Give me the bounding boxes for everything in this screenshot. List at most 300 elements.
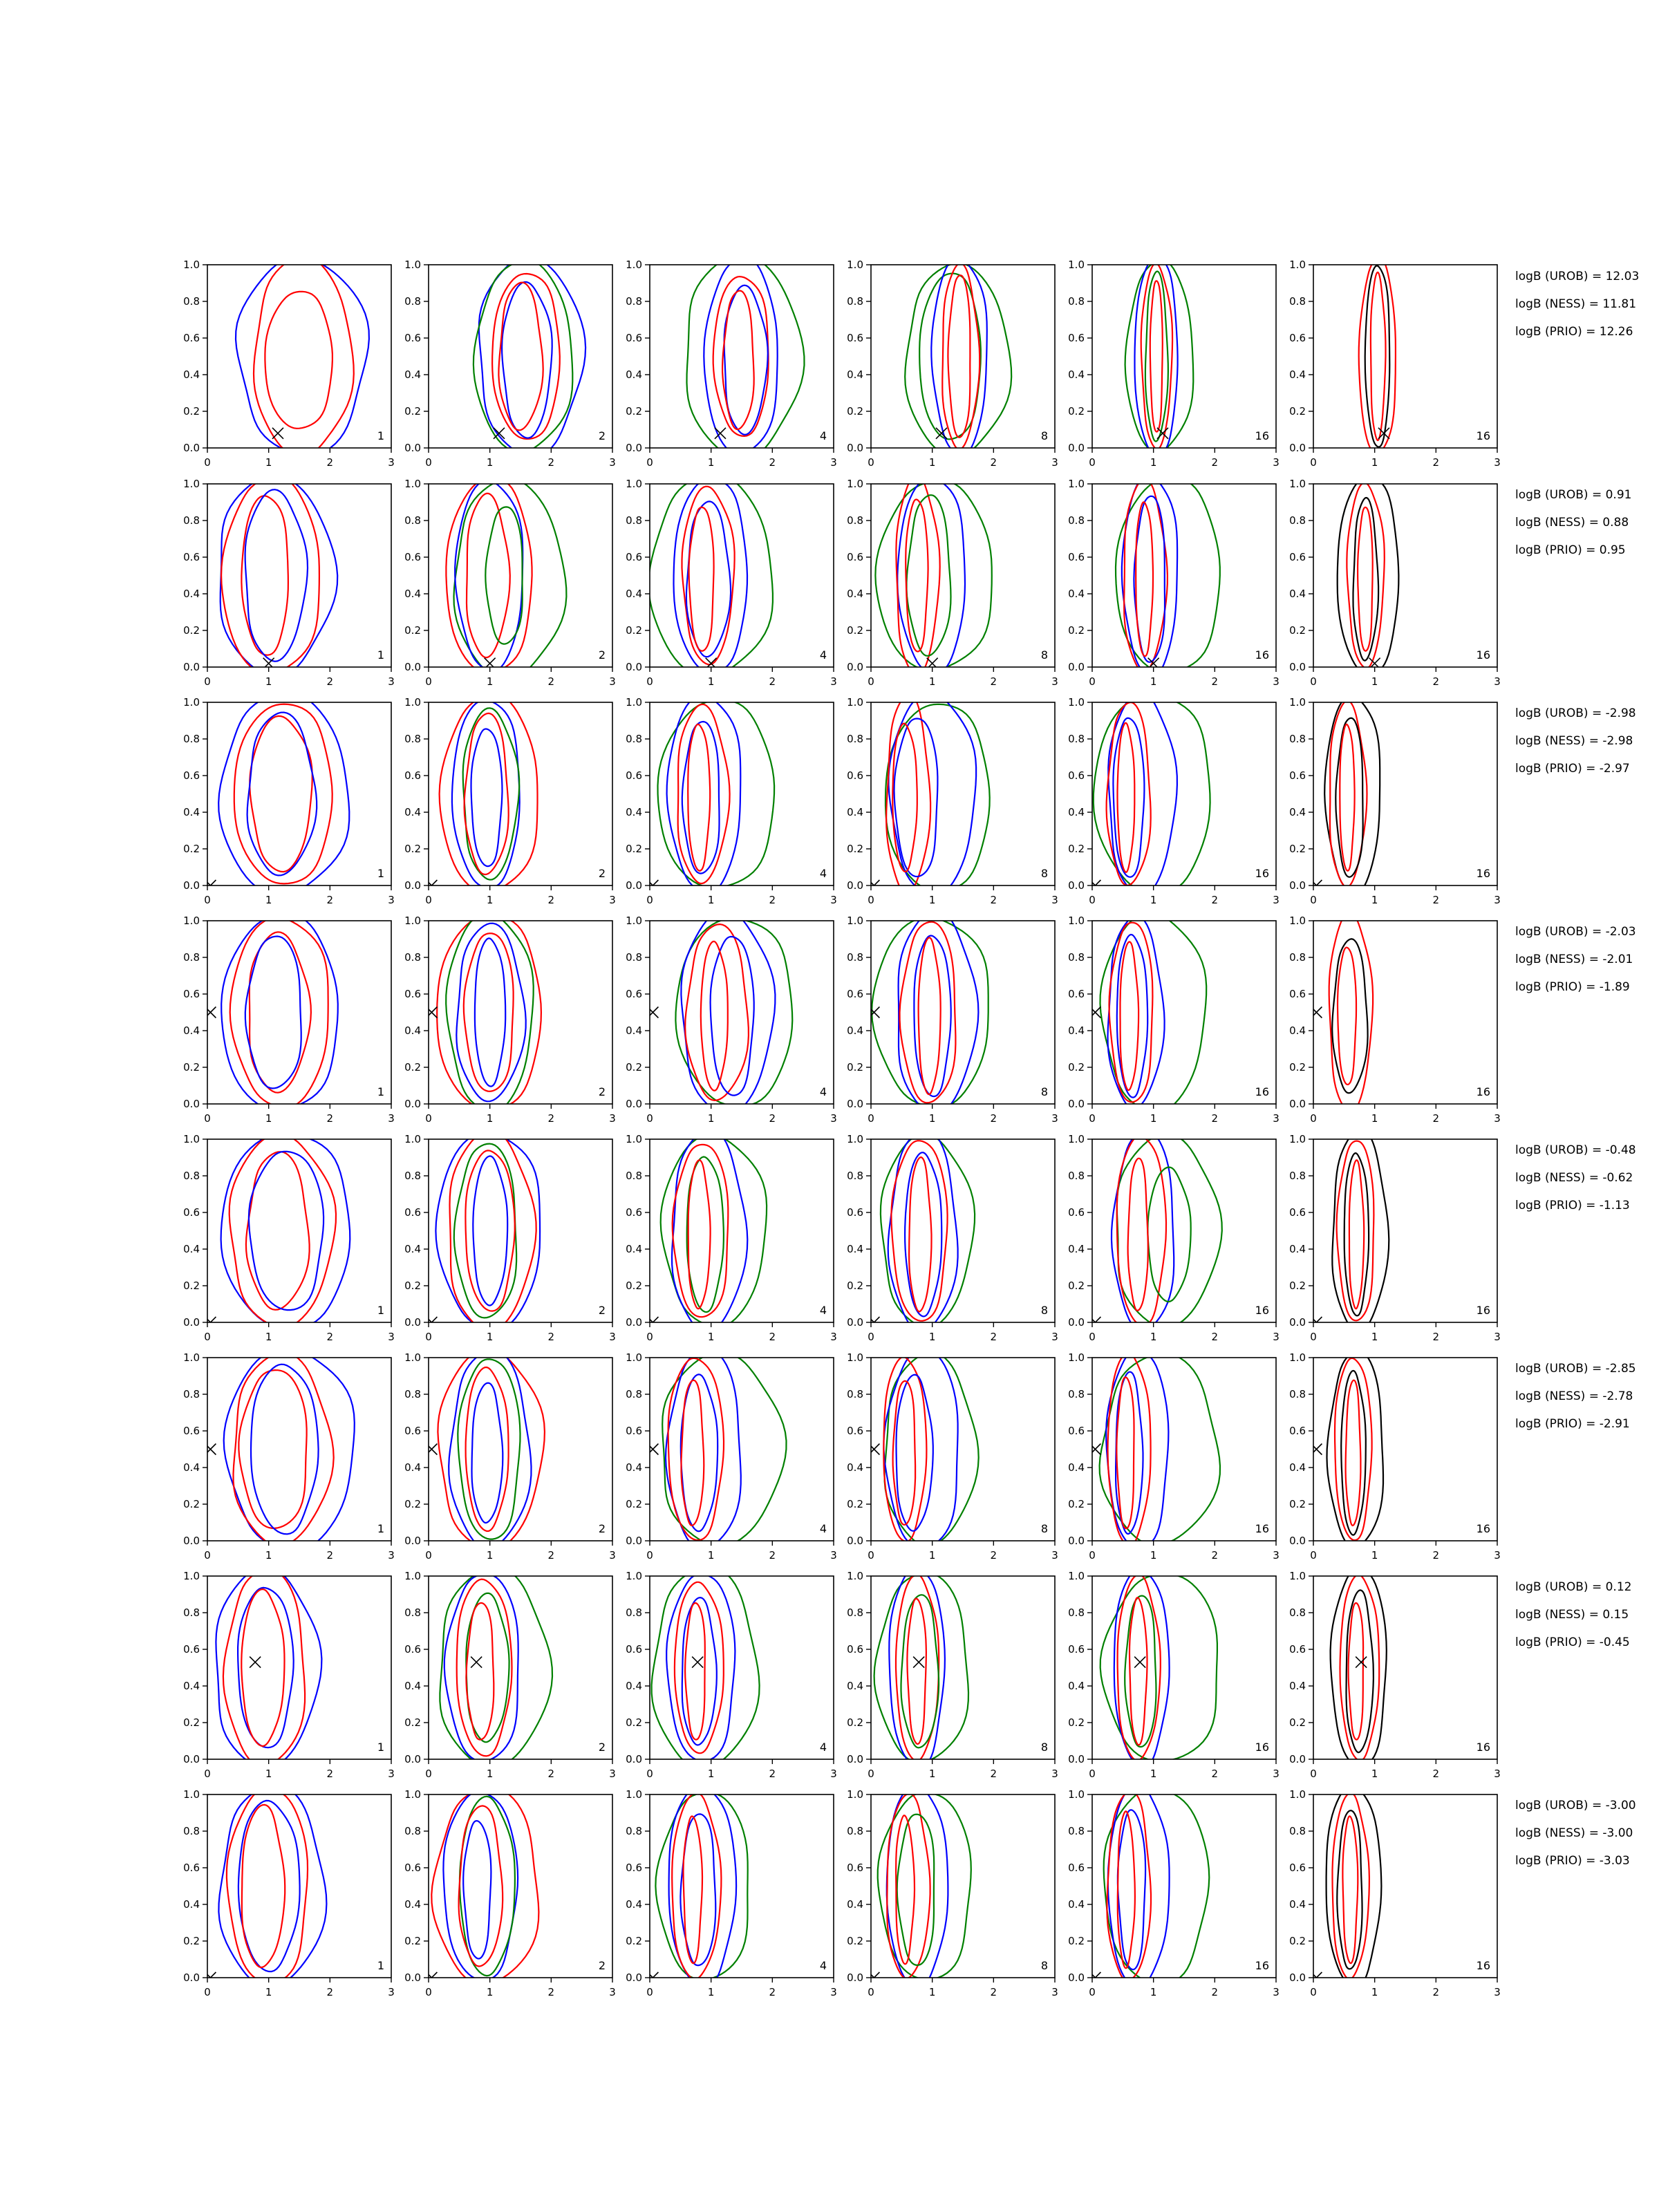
- y-tick-label: 0.4: [847, 1243, 863, 1255]
- x-tick-label: 1: [265, 1549, 272, 1562]
- y-tick-label: 0.0: [404, 1753, 421, 1765]
- y-tick-label: 0.4: [847, 1680, 863, 1692]
- y-tick-label: 0.2: [1068, 624, 1085, 637]
- panel-label: 16: [1476, 429, 1490, 442]
- x-tick-label: 1: [707, 1112, 715, 1125]
- x-tick-label: 2: [990, 894, 997, 906]
- y-tick-label: 0.2: [183, 1935, 200, 1947]
- y-tick-label: 0.8: [1068, 295, 1085, 308]
- y-tick-label: 0.8: [1289, 295, 1306, 308]
- y-tick-label: 0.6: [1289, 988, 1306, 1000]
- x-tick-label: 2: [1211, 1112, 1219, 1125]
- x-tick-label: 2: [990, 1331, 997, 1343]
- x-tick-label: 3: [1494, 1986, 1501, 1998]
- panel-label: 2: [598, 648, 606, 662]
- x-tick-label: 2: [990, 675, 997, 688]
- x-tick-label: 2: [990, 456, 997, 469]
- x-tick-label: 2: [769, 1112, 776, 1125]
- panel-label: 4: [819, 1959, 827, 1972]
- logb-annotation: logB (UROB) = 0.91: [1515, 488, 1632, 502]
- y-tick-label: 0.2: [847, 1716, 863, 1729]
- y-tick-label: 0.4: [1289, 1461, 1306, 1474]
- y-tick-label: 0.2: [626, 1716, 642, 1729]
- y-tick-label: 0.8: [626, 951, 642, 964]
- y-tick-label: 0.0: [1068, 879, 1085, 892]
- y-tick-label: 0.4: [404, 1461, 421, 1474]
- y-tick-label: 0.2: [404, 1935, 421, 1947]
- x-tick-label: 2: [990, 1768, 997, 1780]
- panel-label: 2: [598, 1959, 606, 1972]
- y-tick-label: 0.2: [626, 1280, 642, 1292]
- y-tick-label: 0.8: [404, 1170, 421, 1182]
- y-tick-label: 0.6: [404, 551, 421, 563]
- x-tick-label: 2: [769, 456, 776, 469]
- y-tick-label: 0.2: [847, 843, 863, 855]
- x-tick-label: 2: [547, 1549, 555, 1562]
- x-tick-label: 3: [1273, 1986, 1280, 1998]
- y-tick-label: 1.0: [626, 259, 642, 271]
- logb-annotation: logB (PRIO) = -1.13: [1515, 1199, 1630, 1212]
- y-tick-label: 0.0: [847, 442, 863, 454]
- y-tick-label: 1.0: [183, 915, 200, 927]
- x-tick-label: 2: [769, 675, 776, 688]
- logb-annotation: logB (NESS) = -0.62: [1515, 1171, 1633, 1185]
- x-tick-label: 2: [1211, 894, 1219, 906]
- y-tick-label: 0.6: [1289, 1643, 1306, 1656]
- x-tick-label: 3: [1051, 1331, 1058, 1343]
- y-tick-label: 0.8: [847, 1170, 863, 1182]
- y-tick-label: 0.4: [1289, 1680, 1306, 1692]
- y-tick-label: 0.0: [1068, 1316, 1085, 1329]
- y-tick-label: 0.6: [183, 1643, 200, 1656]
- y-tick-label: 0.2: [404, 405, 421, 418]
- x-tick-label: 2: [1432, 1331, 1440, 1343]
- x-tick-label: 2: [1432, 1549, 1440, 1562]
- y-tick-label: 0.6: [183, 332, 200, 344]
- y-tick-label: 0.2: [1289, 405, 1306, 418]
- y-tick-label: 0.6: [1289, 769, 1306, 782]
- y-tick-label: 0.6: [626, 1206, 642, 1219]
- y-tick-label: 0.6: [1289, 1425, 1306, 1437]
- x-tick-label: 2: [1432, 456, 1440, 469]
- y-tick-label: 1.0: [847, 259, 863, 271]
- y-tick-label: 0.0: [1289, 1535, 1306, 1547]
- y-tick-label: 0.4: [1289, 1243, 1306, 1255]
- x-tick-label: 2: [547, 1986, 555, 1998]
- y-tick-label: 0.4: [183, 1898, 200, 1911]
- y-tick-label: 0.0: [183, 1098, 200, 1110]
- x-tick-label: 1: [707, 1549, 715, 1562]
- logb-annotation: logB (PRIO) = -2.91: [1515, 1417, 1630, 1431]
- y-tick-label: 0.8: [626, 733, 642, 745]
- y-tick-label: 1.0: [1289, 1788, 1306, 1801]
- panel-label: 4: [819, 429, 827, 442]
- x-tick-label: 1: [707, 1768, 715, 1780]
- x-tick-label: 0: [1089, 1112, 1096, 1125]
- y-tick-label: 0.8: [847, 733, 863, 745]
- y-tick-label: 0.2: [404, 1280, 421, 1292]
- y-tick-label: 0.0: [183, 1971, 200, 1984]
- y-tick-label: 0.4: [1068, 368, 1085, 381]
- y-tick-label: 0.6: [404, 1862, 421, 1874]
- panel-label: 8: [1040, 1522, 1048, 1535]
- y-tick-label: 0.6: [1289, 1862, 1306, 1874]
- x-tick-label: 0: [868, 456, 874, 469]
- logb-annotation: logB (UROB) = -2.98: [1515, 706, 1636, 720]
- y-tick-label: 0.6: [847, 1862, 863, 1874]
- y-tick-label: 0.0: [183, 442, 200, 454]
- panel-label: 1: [377, 1085, 384, 1098]
- y-tick-label: 0.2: [626, 1061, 642, 1074]
- y-tick-label: 0.2: [847, 1061, 863, 1074]
- y-tick-label: 0.8: [847, 1825, 863, 1837]
- y-tick-label: 0.4: [626, 368, 642, 381]
- y-tick-label: 1.0: [847, 1133, 863, 1145]
- x-tick-label: 1: [1371, 1549, 1378, 1562]
- x-tick-label: 1: [707, 1986, 715, 1998]
- x-tick-label: 3: [1051, 1986, 1058, 1998]
- x-tick-label: 3: [830, 1112, 837, 1125]
- y-tick-label: 1.0: [404, 915, 421, 927]
- y-tick-label: 0.0: [847, 1971, 863, 1984]
- panel-label: 16: [1255, 1741, 1269, 1754]
- x-tick-label: 1: [265, 1331, 272, 1343]
- y-tick-label: 0.2: [183, 1061, 200, 1074]
- x-tick-label: 1: [707, 1331, 715, 1343]
- y-tick-label: 0.4: [183, 1024, 200, 1037]
- x-tick-label: 2: [547, 1768, 555, 1780]
- x-tick-label: 0: [1310, 894, 1317, 906]
- y-tick-label: 1.0: [183, 1351, 200, 1364]
- x-tick-label: 2: [769, 1331, 776, 1343]
- y-tick-label: 0.6: [1068, 1862, 1085, 1874]
- x-tick-label: 3: [1051, 1112, 1058, 1125]
- y-tick-label: 1.0: [847, 696, 863, 709]
- y-tick-label: 1.0: [1068, 696, 1085, 709]
- y-tick-label: 0.4: [404, 806, 421, 818]
- x-tick-label: 2: [326, 675, 334, 688]
- x-tick-label: 0: [1089, 1986, 1096, 1998]
- x-tick-label: 0: [868, 1112, 874, 1125]
- x-tick-label: 3: [830, 456, 837, 469]
- y-tick-label: 0.0: [183, 879, 200, 892]
- x-tick-label: 1: [707, 894, 715, 906]
- y-tick-label: 0.0: [626, 879, 642, 892]
- y-tick-label: 0.2: [183, 1716, 200, 1729]
- x-tick-label: 2: [769, 1549, 776, 1562]
- x-tick-label: 3: [1051, 1768, 1058, 1780]
- x-tick-label: 0: [204, 675, 211, 688]
- y-tick-label: 0.2: [1068, 1935, 1085, 1947]
- x-tick-label: 3: [1494, 1549, 1501, 1562]
- y-tick-label: 0.4: [183, 588, 200, 600]
- x-tick-label: 3: [1273, 1112, 1280, 1125]
- y-tick-label: 1.0: [626, 478, 642, 490]
- y-tick-label: 0.4: [847, 1461, 863, 1474]
- x-tick-label: 3: [1273, 1549, 1280, 1562]
- y-tick-label: 0.2: [1289, 624, 1306, 637]
- x-tick-label: 2: [990, 1549, 997, 1562]
- logb-annotation: logB (NESS) = -2.98: [1515, 734, 1633, 748]
- x-tick-label: 2: [769, 894, 776, 906]
- panel-label: 16: [1476, 1959, 1490, 1972]
- logb-annotation: logB (UROB) = -2.03: [1515, 925, 1636, 939]
- x-tick-label: 1: [928, 1331, 936, 1343]
- panel-label: 4: [819, 648, 827, 662]
- x-tick-label: 0: [1089, 1331, 1096, 1343]
- y-tick-label: 1.0: [626, 1133, 642, 1145]
- y-tick-label: 0.8: [1289, 1825, 1306, 1837]
- y-tick-label: 0.4: [1289, 1898, 1306, 1911]
- y-tick-label: 0.6: [847, 1206, 863, 1219]
- logb-annotation: logB (UROB) = -3.00: [1515, 1799, 1636, 1812]
- y-tick-label: 0.8: [183, 1825, 200, 1837]
- panel-label: 4: [819, 1522, 827, 1535]
- x-tick-label: 0: [204, 1549, 211, 1562]
- x-tick-label: 1: [1371, 894, 1378, 906]
- y-tick-label: 0.0: [404, 1971, 421, 1984]
- y-tick-label: 1.0: [183, 478, 200, 490]
- x-tick-label: 0: [425, 1112, 432, 1125]
- y-tick-label: 0.0: [847, 1753, 863, 1765]
- x-tick-label: 3: [1494, 1331, 1501, 1343]
- x-tick-label: 1: [265, 894, 272, 906]
- logb-annotation: logB (PRIO) = -1.89: [1515, 980, 1630, 994]
- x-tick-label: 0: [204, 1331, 211, 1343]
- y-tick-label: 0.2: [626, 843, 642, 855]
- y-tick-label: 1.0: [1068, 1788, 1085, 1801]
- y-tick-label: 0.0: [1289, 442, 1306, 454]
- x-tick-label: 0: [646, 894, 653, 906]
- x-tick-label: 2: [1211, 1331, 1219, 1343]
- y-tick-label: 1.0: [404, 478, 421, 490]
- y-tick-label: 0.0: [404, 1535, 421, 1547]
- x-tick-label: 0: [868, 894, 874, 906]
- y-tick-label: 0.2: [847, 624, 863, 637]
- x-tick-label: 3: [609, 1331, 616, 1343]
- x-tick-label: 1: [1371, 1112, 1378, 1125]
- y-tick-label: 0.0: [404, 1098, 421, 1110]
- y-tick-label: 1.0: [404, 259, 421, 271]
- x-tick-label: 0: [1310, 1986, 1317, 1998]
- y-tick-label: 0.0: [404, 661, 421, 673]
- x-tick-label: 1: [1150, 456, 1157, 469]
- x-tick-label: 2: [547, 1331, 555, 1343]
- y-tick-label: 0.4: [404, 1024, 421, 1037]
- y-tick-label: 0.6: [626, 551, 642, 563]
- y-tick-label: 0.8: [1289, 1388, 1306, 1400]
- x-tick-label: 1: [1371, 456, 1378, 469]
- x-tick-label: 3: [609, 1768, 616, 1780]
- y-tick-label: 0.4: [1068, 1461, 1085, 1474]
- panel-label: 1: [377, 867, 384, 880]
- y-tick-label: 0.6: [183, 988, 200, 1000]
- y-tick-label: 0.2: [183, 1498, 200, 1510]
- x-tick-label: 3: [388, 894, 395, 906]
- y-tick-label: 1.0: [1289, 1133, 1306, 1145]
- y-tick-label: 0.8: [847, 1606, 863, 1619]
- y-tick-label: 0.2: [183, 843, 200, 855]
- x-tick-label: 0: [1089, 456, 1096, 469]
- y-tick-label: 0.4: [183, 368, 200, 381]
- y-tick-label: 0.0: [847, 1535, 863, 1547]
- panel-label: 8: [1040, 1085, 1048, 1098]
- y-tick-label: 0.4: [183, 806, 200, 818]
- x-tick-label: 3: [830, 1549, 837, 1562]
- y-tick-label: 0.2: [1289, 1498, 1306, 1510]
- y-tick-label: 1.0: [1068, 915, 1085, 927]
- y-tick-label: 0.2: [1068, 1498, 1085, 1510]
- y-tick-label: 0.0: [1289, 879, 1306, 892]
- x-tick-label: 0: [1310, 1549, 1317, 1562]
- x-tick-label: 3: [609, 1549, 616, 1562]
- y-tick-label: 0.0: [626, 1971, 642, 1984]
- y-tick-label: 0.6: [847, 988, 863, 1000]
- x-tick-label: 2: [326, 1986, 334, 1998]
- y-tick-label: 0.6: [404, 332, 421, 344]
- y-tick-label: 0.0: [183, 1316, 200, 1329]
- x-tick-label: 2: [769, 1768, 776, 1780]
- y-tick-label: 0.2: [1068, 1716, 1085, 1729]
- y-tick-label: 0.0: [1289, 1316, 1306, 1329]
- y-tick-label: 1.0: [1068, 1351, 1085, 1364]
- x-tick-label: 0: [646, 1986, 653, 1998]
- y-tick-label: 1.0: [1289, 1351, 1306, 1364]
- x-tick-label: 1: [486, 1986, 494, 1998]
- panel-label: 8: [1040, 1741, 1048, 1754]
- x-tick-label: 3: [1494, 675, 1501, 688]
- x-tick-label: 1: [486, 456, 494, 469]
- y-tick-label: 0.4: [1289, 368, 1306, 381]
- y-tick-label: 0.6: [404, 1206, 421, 1219]
- y-tick-label: 0.2: [1289, 1935, 1306, 1947]
- y-tick-label: 0.6: [626, 769, 642, 782]
- y-tick-label: 0.4: [626, 1461, 642, 1474]
- x-tick-label: 1: [265, 456, 272, 469]
- x-tick-label: 0: [425, 1331, 432, 1343]
- panel-label: 1: [377, 648, 384, 662]
- y-tick-label: 0.2: [1289, 843, 1306, 855]
- y-tick-label: 0.0: [183, 1753, 200, 1765]
- y-tick-label: 0.4: [183, 1461, 200, 1474]
- y-tick-label: 0.4: [1289, 806, 1306, 818]
- y-tick-label: 0.8: [1068, 951, 1085, 964]
- y-tick-label: 0.0: [626, 1535, 642, 1547]
- x-tick-label: 0: [425, 894, 432, 906]
- y-tick-label: 0.8: [183, 1388, 200, 1400]
- panel-label: 8: [1040, 867, 1048, 880]
- x-tick-label: 0: [646, 1331, 653, 1343]
- panel-label: 16: [1476, 1304, 1490, 1317]
- x-tick-label: 0: [1089, 894, 1096, 906]
- y-tick-label: 0.8: [847, 295, 863, 308]
- y-tick-label: 0.2: [183, 405, 200, 418]
- x-tick-label: 0: [204, 1112, 211, 1125]
- x-tick-label: 1: [928, 1986, 936, 1998]
- x-tick-label: 3: [830, 1331, 837, 1343]
- y-tick-label: 1.0: [626, 1570, 642, 1582]
- logb-annotation: logB (NESS) = -3.00: [1515, 1826, 1633, 1840]
- panel-label: 16: [1255, 429, 1269, 442]
- panel-label: 16: [1476, 1085, 1490, 1098]
- y-tick-label: 0.2: [626, 405, 642, 418]
- y-tick-label: 0.0: [1289, 1098, 1306, 1110]
- x-tick-label: 2: [1211, 456, 1219, 469]
- y-tick-label: 0.4: [404, 1680, 421, 1692]
- panel-label: 1: [377, 1959, 384, 1972]
- x-tick-label: 1: [1150, 1768, 1157, 1780]
- y-tick-label: 0.0: [626, 661, 642, 673]
- y-tick-label: 1.0: [404, 1133, 421, 1145]
- x-tick-label: 3: [1051, 894, 1058, 906]
- y-tick-label: 0.6: [1068, 1643, 1085, 1656]
- x-tick-label: 0: [1089, 675, 1096, 688]
- y-tick-label: 0.8: [626, 1606, 642, 1619]
- x-tick-label: 3: [609, 1986, 616, 1998]
- y-tick-label: 0.0: [1289, 661, 1306, 673]
- y-tick-label: 0.6: [626, 1425, 642, 1437]
- y-tick-label: 1.0: [1289, 1570, 1306, 1582]
- panel-label: 1: [377, 1522, 384, 1535]
- x-tick-label: 1: [486, 894, 494, 906]
- y-tick-label: 0.6: [404, 1643, 421, 1656]
- x-tick-label: 3: [388, 675, 395, 688]
- x-tick-label: 1: [1371, 1986, 1378, 1998]
- panel-label: 4: [819, 1304, 827, 1317]
- x-tick-label: 3: [388, 1331, 395, 1343]
- x-tick-label: 3: [388, 1549, 395, 1562]
- x-tick-label: 3: [609, 894, 616, 906]
- x-tick-label: 2: [1211, 1986, 1219, 1998]
- y-tick-label: 0.6: [1068, 551, 1085, 563]
- y-tick-label: 0.8: [183, 733, 200, 745]
- x-tick-label: 1: [265, 1986, 272, 1998]
- y-tick-label: 0.0: [404, 879, 421, 892]
- logb-annotation: logB (NESS) = 0.88: [1515, 516, 1629, 529]
- y-tick-label: 1.0: [183, 1570, 200, 1582]
- x-tick-label: 3: [1494, 1112, 1501, 1125]
- x-tick-label: 2: [1211, 1768, 1219, 1780]
- y-tick-label: 0.4: [847, 1024, 863, 1037]
- y-tick-label: 0.4: [847, 588, 863, 600]
- y-tick-label: 0.6: [1068, 332, 1085, 344]
- x-tick-label: 1: [1371, 1768, 1378, 1780]
- y-tick-label: 0.4: [626, 1243, 642, 1255]
- x-tick-label: 0: [646, 675, 653, 688]
- y-tick-label: 0.0: [404, 442, 421, 454]
- y-tick-label: 1.0: [1289, 696, 1306, 709]
- y-tick-label: 1.0: [847, 1570, 863, 1582]
- x-tick-label: 3: [830, 1768, 837, 1780]
- x-tick-label: 2: [326, 1549, 334, 1562]
- y-tick-label: 1.0: [847, 1788, 863, 1801]
- y-tick-label: 1.0: [404, 696, 421, 709]
- y-tick-label: 0.6: [847, 332, 863, 344]
- y-tick-label: 1.0: [404, 1351, 421, 1364]
- x-tick-label: 2: [326, 1768, 334, 1780]
- y-tick-label: 0.4: [847, 806, 863, 818]
- x-tick-label: 1: [486, 675, 494, 688]
- x-tick-label: 3: [1051, 456, 1058, 469]
- x-tick-label: 0: [1089, 1768, 1096, 1780]
- panel-label: 2: [598, 1522, 606, 1535]
- y-tick-label: 0.6: [626, 988, 642, 1000]
- x-tick-label: 1: [928, 1549, 936, 1562]
- x-tick-label: 1: [486, 1549, 494, 1562]
- logb-annotation: logB (NESS) = 0.15: [1515, 1608, 1629, 1622]
- x-tick-label: 0: [868, 1986, 874, 1998]
- panel-label: 16: [1255, 1959, 1269, 1972]
